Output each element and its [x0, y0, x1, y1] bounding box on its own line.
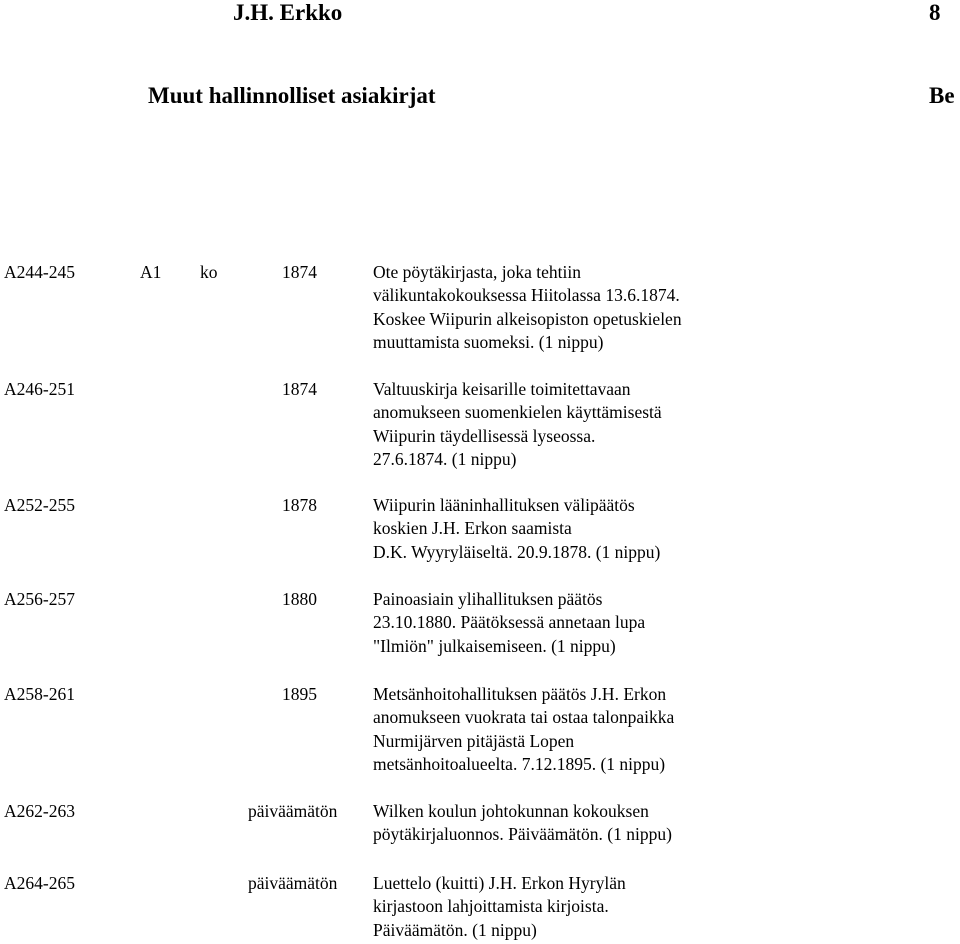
entry-signum: A262-263 [4, 801, 75, 821]
entry-signum: A252-255 [4, 495, 75, 515]
entry-series: A1 [140, 262, 162, 282]
description-line: välikuntakokouksessa Hiitolassa 13.6.1874. [373, 285, 680, 306]
description-line: Painoasiain ylihallituksen päätös [373, 589, 603, 609]
entry-signum: A264-265 [4, 873, 75, 893]
entry-signum: A256-257 [4, 589, 75, 609]
description-line: Wiipurin lääninhallituksen välipäätös [373, 495, 635, 515]
description-line: Ote pöytäkirjasta, joka tehtiin [373, 262, 582, 282]
description-line: kirjastoon lahjoittamista kirjoista. [373, 896, 609, 917]
description-line: Koskee Wiipurin alkeisopiston opetuskielen [373, 308, 682, 329]
description-line: Nurmijärven pitäjästä Lopen [373, 730, 575, 751]
page-number: 8 [929, 0, 941, 25]
description-line: Päiväämätön. (1 nippu) [373, 919, 537, 940]
description-line: muuttamista suomeksi. (1 nippu) [373, 332, 604, 353]
entry-description [373, 588, 645, 658]
author-name: J.H. Erkko [233, 0, 343, 25]
page-title: Muut hallinnolliset asiakirjat [148, 83, 436, 108]
description-line: D.K. Wyyryläiseltä. 20.9.1878. (1 nippu) [373, 541, 661, 562]
description-line: Luettelo (kuitti) J.H. Erkon Hyrylän [373, 873, 626, 893]
description-line: "Ilmiön" julkaisemiseen. (1 nippu) [373, 635, 616, 656]
entry-year: 1895 [282, 684, 317, 704]
entry-signum: A246-251 [4, 379, 75, 399]
entry-description [373, 800, 672, 847]
description-line: pöytäkirjaluonnos. Päiväämätön. (1 nippu) [373, 824, 672, 845]
section-code: Be [929, 83, 955, 108]
entry-description [373, 872, 626, 942]
description-line: Wilken koulun johtokunnan kokouksen [373, 801, 649, 821]
description-line: Wiipurin täydellisessä lyseossa. [373, 425, 596, 446]
description-line: Valtuuskirja keisarille toimitettavaan [373, 379, 631, 399]
description-line: 23.10.1880. Päätöksessä annetaan lupa [373, 612, 646, 633]
entry-description [373, 494, 660, 564]
entry-description [373, 683, 674, 777]
entry-signum: A258-261 [4, 684, 75, 704]
entry-signum: A244-245 [4, 262, 75, 282]
description-line: metsänhoitoalueelta. 7.12.1895. (1 nippu) [373, 754, 666, 775]
entry-year: päiväämätön [248, 873, 338, 893]
entry-year: 1874 [282, 379, 317, 399]
description-line: anomukseen vuokrata tai ostaa talonpaikka [373, 707, 675, 728]
entry-year: päiväämätön [248, 801, 338, 821]
entry-year: 1874 [282, 262, 317, 282]
description-line: 27.6.1874. (1 nippu) [373, 449, 517, 470]
entry-type: ko [200, 262, 218, 282]
entry-year: 1878 [282, 495, 317, 515]
entry-description [373, 261, 682, 355]
description-line: Metsänhoitohallituksen päätös J.H. Erkon [373, 684, 667, 704]
entry-year: 1880 [282, 589, 317, 609]
description-line: anomukseen suomenkielen käyttämisestä [373, 402, 662, 423]
entry-description [373, 378, 662, 472]
description-line: koskien J.H. Erkon saamista [373, 518, 572, 539]
